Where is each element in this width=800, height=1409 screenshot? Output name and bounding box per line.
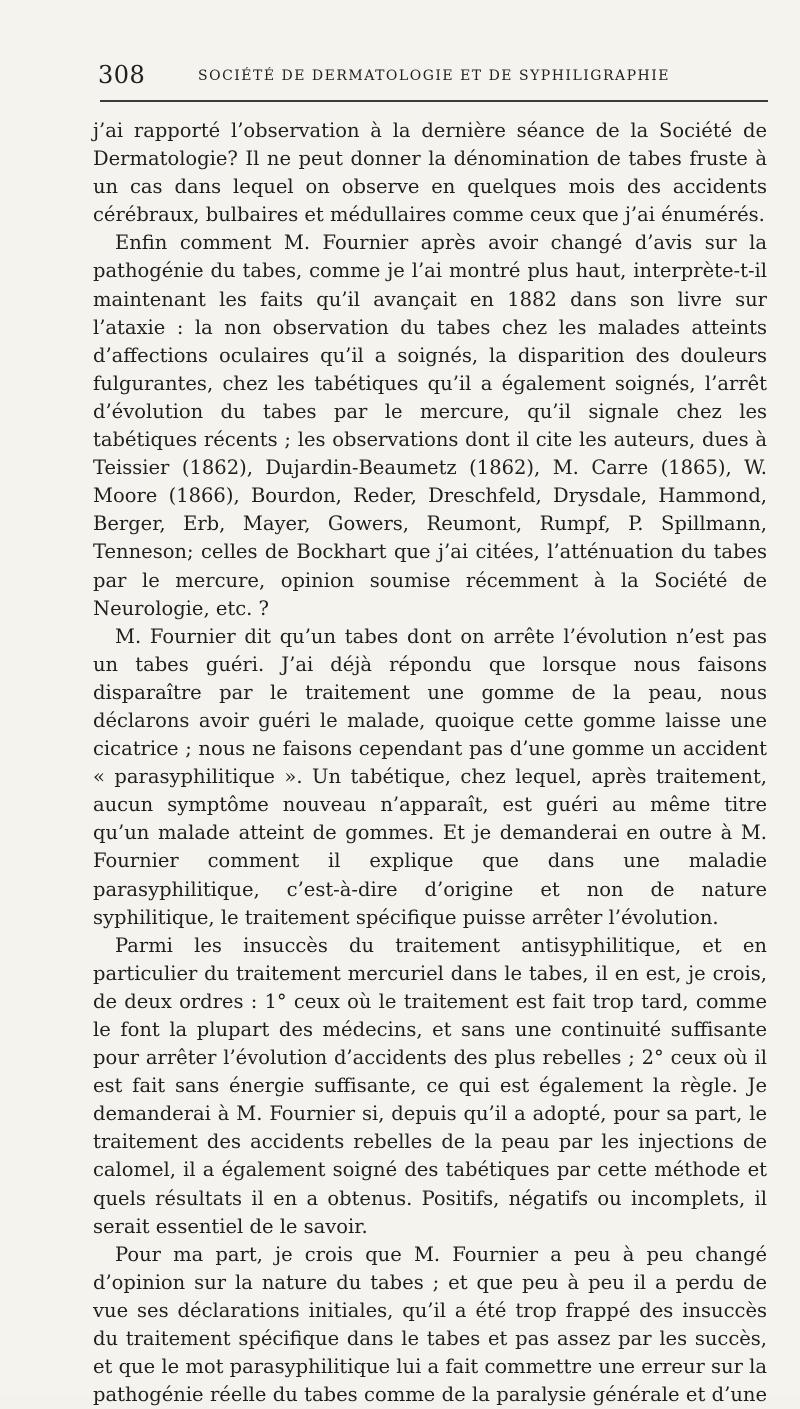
paragraph: Enfin comment M. Fournier après avoir changé d’avis sur la pathogénie du tabes, comme je l’ai montré plus haut, interprète-t-il maintenant les faits qu’il avançait en 1882 dans son livre sur l’ataxie : la non observation du tabes chez les malades atteints d’affections oculaires qu’il a soignés, la disparition des douleurs fulgurantes, chez les tabétiques qu’il a également soignés, l’arrêt d’évolution du tabes par le mercure, qu’il signale chez les tabétiques récents ; les observations dont il cite les auteurs, dues à Teissier (1862), Dujardin-Beaumetz (1862), M. Carre (1865), W. Moore (1866), Bourdon, Reder, Dreschfeld, Drysdale, Hammond, Berger, Erb, Mayer, Gowers, Reumont, Rumpf, P. Spillmann, Tenneson; celles de Bockhart que j’ai citées, l’atténuation du tabes par le mercure, opinion soumise récemment à la Société de Neurologie, etc. ?	[93, 231, 767, 620]
paragraph: Parmi les insuccès du traitement antisyphilitique, et en particulier du traitement mercuriel dans le tabes, il en est, je crois, de deux ordres : 1° ceux où le traitement est fait trop tard, comme le font la plupart des médecins, et sans une continuité suffisante pour arrêter l’évolution d’accidents des plus rebelles ; 2° ceux où il est fait sans énergie suffisante, ce qui est également la règle. Je demanderai à M. Fournier si, depuis qu’il a adopté, pour sa part, le traitement des accidents rebelles de la peau par les injections de calomel, il a également soigné des tabétiques par cette méthode et quels résultats il en a obtenus. Positifs, négatifs ou incomplets, il serait essentiel de le savoir.	[93, 933, 767, 1238]
page-number: 308	[98, 61, 146, 89]
page-header	[98, 60, 766, 90]
header-rule	[100, 100, 768, 102]
body-text	[93, 117, 767, 1409]
paragraph: M. Fournier dit qu’un tabes dont on arrête l’évolution n’est pas un tabes guéri. J’ai déjà répondu que lorsque nous faisons disparaître par le traitement une gomme de la peau, nous déclarons avoir guéri le malade, quoique cette gomme laisse une cicatrice ; nous ne faisons cependant pas d’une gomme un accident « parasyphilitique ». Un tabétique, chez lequel, après traitement, aucun symptôme nouveau n’apparaît, est guéri au même titre qu’un malade atteint de gommes. Et je demanderai en outre à M. Fournier comment il explique que dans une maladie parasyphilitique, c’est-à-dire d’origine et non de nature syphilitique, le traitement spécifique puisse arrêter l’évolution.	[93, 624, 767, 929]
paragraph-continuation: j’ai rapporté l’observation à la dernière séance de la Société de Dermatologie? Il ne peut donner la dénomination de tabes fruste à un cas dans lequel on observe en quelques mois des accidents cérébraux, bulbaires et médullaires comme ceux que j’ai énumérés.	[93, 119, 767, 227]
paragraph-continued: Pour ma part, je crois que M. Fournier a peu à peu changé d’opinion sur la nature du tabes ; et que peu à peu il a perdu de vue ses déclarations initiales, qu’il a été trop frappé des insuccès du traitement spécifique dans le tabes et pas assez par les succès, et que le mot parasyphilitique lui a fait commettre une erreur sur la pathogénie réelle du tabes comme de la paralysie générale et d’une	[93, 1242, 767, 1407]
running-head: SOCIÉTÉ DE DERMATOLOGIE ET DE SYPHILIGRAPHIE	[198, 68, 671, 84]
